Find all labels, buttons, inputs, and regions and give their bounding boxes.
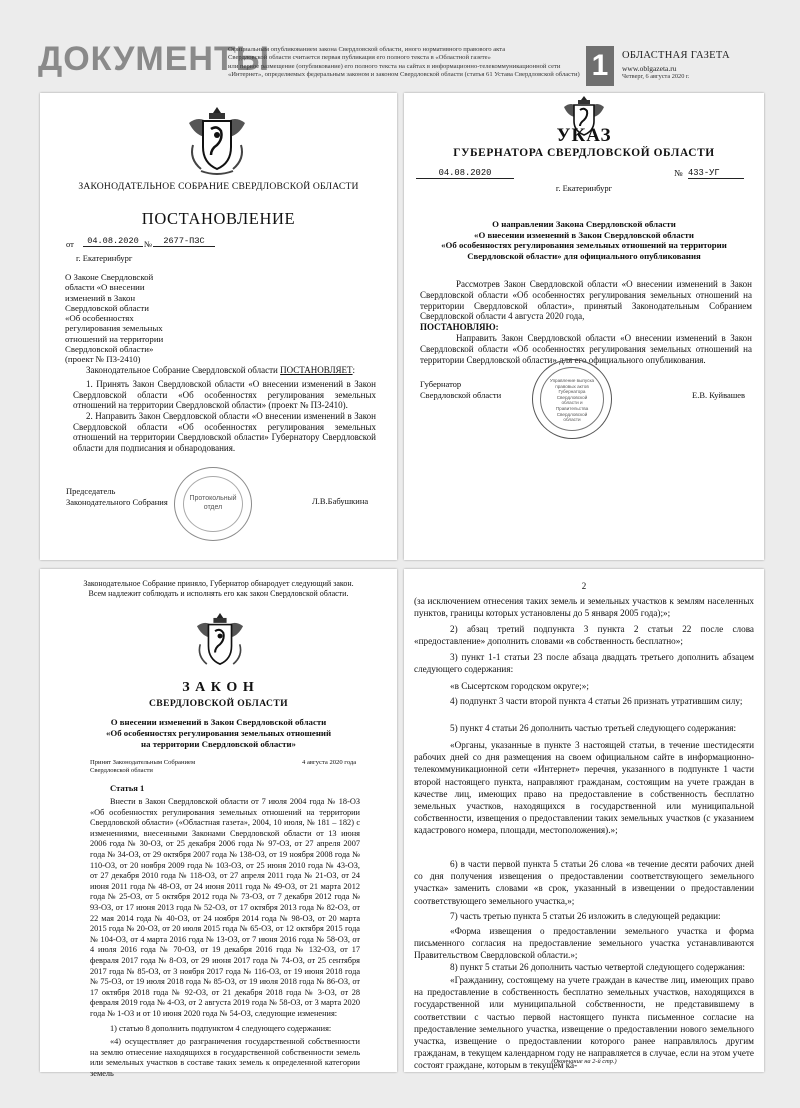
subject-line: (проект № ПЗ-2410) — [65, 354, 141, 365]
publication-note — [228, 46, 583, 80]
section-title: ДОКУМЕНТЫ — [38, 40, 271, 78]
resolution-item-1: 1. Принять Закон Свердловской области «О внесении изменений в Закон Свердловской области «Об особенностях регулирования земельных отношений на территории Свердловской области» (проект № ПЗ-2410). — [73, 379, 376, 411]
preamble-line: Законодательное Собрание приняло, Губернатор обнародует следующий закон. — [83, 579, 354, 588]
signer-title — [66, 486, 168, 507]
decree-city: г. Екатеринбург — [555, 183, 613, 193]
decree-date-value: 04.08.2020 — [416, 168, 514, 179]
law-paragraph: (за исключением отнесения таких земель и земельных участков к землям населенных пунктов, границы которых установлены до 5 января 2005 года);»; — [414, 596, 754, 619]
adopted-line: Принят Законодательным Собранием — [90, 759, 196, 766]
law-title: З А К О Н — [182, 680, 255, 695]
note-line: «Интернет», определяемых федеральным законом и законом Свердловской области (статья 61 Устава Свердловской области) — [228, 71, 580, 79]
subject-line: отношений на территории — [65, 333, 164, 344]
law-subtitle: СВЕРДЛОВСКОЙ ОБЛАСТИ — [148, 698, 289, 709]
issue-date: Четверг, 6 августа 2020 г. — [622, 73, 690, 80]
preamble-line: Всем надлежит соблюдать и исполнять его как закон Свердловской области. — [88, 589, 349, 599]
signer-name: Л.В.Бабушкина — [312, 496, 369, 506]
article-title: Статья 1 — [110, 783, 145, 793]
heading-line: О внесении изменений в Закон Свердловской области — [110, 717, 327, 727]
newspaper-name: ОБЛАСТНАЯ ГАЗЕТА — [622, 50, 730, 61]
org-title: ЗАКОНОДАТЕЛЬНОЕ СОБРАНИЕ СВЕРДЛОВСКОЙ ОБЛАСТИ — [78, 181, 359, 192]
newspaper-site: www.oblgazeta.ru — [622, 64, 677, 73]
signer-title-line: Председатель — [66, 486, 116, 496]
doc-type-title: ПОСТАНОВЛЕНИЕ — [141, 209, 296, 228]
intro-paragraph: Законодательное Собрание Свердловской области ПОСТАНОВЛЯЕТ: — [86, 365, 356, 375]
article-text: Внести в Закон Свердловской области от 7 июля 2004 года № 18-ОЗ «Об особенностях регулирования земельных отношений на территории Свердловской области» («Областная газета», 2004, 10 июля, № 181 – 182) с изменениями, внесенными Законами Свердловской области от 13 июня 2006 года № 30-ОЗ, от 25 декабря 2006 года № 97-ОЗ, от 27 апреля 2007 года № 34-ОЗ, от 29 октября 2007 года № 138-ОЗ, от 19 ноября 2008 года № 110-ОЗ, от 20 ноября 2009 года № 103-ОЗ, от 25 июня 2010 года № 43-ОЗ, от 27 декабря 2010 года № 118-ОЗ, от 27 апреля 2011 года № 21-ОЗ, от 24 июня 2011 года № 48-ОЗ, от 24 июня 2011 года № 49-ОЗ, от 21 марта 2012 года № 25-ОЗ, от 5 октября 2012 года № 73-ОЗ, от 7 декабря 2012 года № 93-ОЗ, от 17 июня 2013 года № 52-ОЗ, от 17 октября 2013 года № 82-ОЗ, от 22 мая 2014 года № 40-ОЗ, от 24 ноября 2014 года № 98-ОЗ, от 20 марта 2015 года № 20-ОЗ, от 20 июля 2015 года № 65-ОЗ, от 12 октября 2015 года № 104-ОЗ, от 4 марта 2016 года № 13-ОЗ, от 7 июня 2016 года № 58-ОЗ, от 4 июля 2016 года № 70-ОЗ, от 19 декабря 2016 года № 132-ОЗ, от 17 февраля 2017 года № 8-ОЗ, от 29 июня 2017 года № 74-ОЗ, от 25 сентября 2017 года № 85-ОЗ, от 3 ноября 2017 года № 116-ОЗ, от 19 июня 2018 года № 75-ОЗ, от 19 июля 2018 года № 85-ОЗ, от 19 июля 2018 года № 86-ОЗ, от 17 октября 2018 года № 92-ОЗ, от 21 декабря 2018 года № 3-ОЗ, от 28 февраля 2019 года № 4-ОЗ, от 2 августа 2019 года № 58-ОЗ, от 3 марта 2020 года № 1-ОЗ и от 10 июня 2020 года № 54-ОЗ, следующие изменения: — [90, 797, 360, 1018]
law-paragraph: «Органы, указанные в пункте 3 настоящей статьи, в течение шестидесяти рабочих дней со дня размещения на своем официальном сайте в информационно-телекоммуникационной сети «Интернет» перечня, указанного в подпункте 1 части второй настоящего пункта, направляют гражданам, состоящим на учете граждан в качестве лиц, имеющих право на предоставление в собственность бесплатно земельных участков, находящихся в государственной или муниципальной собственности, извещения о предоставлении таких земельных участков (с указанием кадастрового номера, площади, местоположения).»; — [414, 740, 754, 836]
decree-paragraph-1: Рассмотрев Закон Свердловской области «О внесении изменений в Закон Свердловской области «Об особенностях регулирования земельных отношений на территории Свердловской области», принятый Законодательным Собранием Свердловской области 4 августа 2020 года, — [420, 279, 752, 322]
subject-line: Свердловской области» — [65, 344, 154, 355]
subject-line: Свердловской области — [65, 302, 149, 313]
heading-line: Свердловской области» для официального опубликования — [467, 250, 701, 261]
adopted-info — [90, 759, 195, 775]
decree-heading — [404, 219, 764, 261]
adopted-date: 4 августа 2020 года — [302, 759, 357, 766]
stamp-line: Протокольный — [189, 495, 237, 502]
subject-line: изменений в Закон — [65, 292, 136, 303]
subject-block — [65, 272, 163, 365]
adopted-line: Свердловской области — [90, 767, 153, 774]
decree-number-label: № — [674, 168, 683, 178]
law-paragraph: 5) пункт 4 статьи 26 дополнить частью третьей следующего содержания: — [450, 723, 737, 733]
coat-of-arms-icon — [192, 611, 248, 671]
heading-line: «Об особенностях регулирования земельных отношений — [105, 728, 332, 738]
decree-title: УКАЗ — [556, 125, 612, 146]
coat-of-arms-icon — [183, 105, 251, 177]
number-value: 2677-ПЗС — [153, 236, 215, 247]
date-value: 04.08.2020 — [83, 236, 143, 247]
protocol-stamp — [174, 467, 252, 541]
law-preamble — [40, 579, 397, 600]
law-item-1: 1) статью 8 дополнить подпунктом 4 следующего содержания: — [110, 1024, 332, 1033]
decree-paragraph-2: Направить Закон Свердловской области «О внесении изменений в Закон Свердловской области «Об особенностях регулирования земельных отношений на территории Свердловской области» для его официального опубликования. — [420, 333, 752, 365]
signer-title-line: Губернатор — [420, 379, 462, 389]
newspaper-header — [0, 0, 800, 90]
law-paragraph: 8) пункт 5 статьи 26 дополнить частью четвертой следующего содержания: — [450, 962, 745, 972]
decree-document — [404, 93, 764, 560]
date-label: от — [66, 239, 74, 249]
resolution-document — [40, 93, 397, 560]
law-paragraph: 2) абзац третий подпункта 3 пункта 2 статьи 22 после слова «предоставление» дополнить словами «в собственность бесплатно»; — [414, 624, 754, 647]
signer-title-line: Свердловской области — [420, 389, 502, 400]
note-line: Официальным опубликованием закона Свердловской области, иного нормативного правового акта — [228, 46, 506, 53]
heading-line: «О внесении изменений в Закон Свердловской области — [474, 229, 694, 240]
law-page-number: 2 — [581, 581, 587, 591]
law-paragraph: «в Сысертском городском округе;»; — [450, 681, 589, 691]
intro-text: Законодательное Собрание Свердловской области — [86, 365, 278, 375]
decree-keyword: ПОСТАНОВЛЯЮ: — [420, 322, 499, 332]
subject-line: регулирования земельных — [65, 323, 163, 334]
law-paragraph: «Гражданину, состоящему на учете граждан в качестве лиц, имеющих право на предоставление в собственность бесплатно земельных участков, находящихся в государственной или муниципальной собственности, не представившему в соответствии с частью первой настоящего пункта письменное согласие на предоставление земельного участка, извещение о предоставлении нового земельного участка, извещение о предоставлении которого ранее направлялось другим гражданам, в текущем календарном году не направляется в случае, если на этом учете состоят граждане, которым в текущем ка- — [414, 975, 754, 1071]
law-paragraph: 4) подпункт 3 части второй пункта 4 статьи 26 признать утратившим силу; — [450, 696, 743, 706]
heading-line: на территории Свердловской области» — [141, 739, 296, 749]
number-label: № — [144, 239, 153, 249]
law-paragraph: «Форма извещения о предоставлении земельного участка и форма письменного согласия на предоставление земельного участка устанавливаются Правительством Свердловской области.»; — [414, 926, 754, 961]
stamp-line: отдел — [203, 504, 223, 511]
decree-signer-title — [420, 379, 501, 400]
decree-stamp — [532, 359, 612, 439]
heading-line: «Об особенностях регулирования земельных отношений на территории — [441, 240, 727, 251]
signer-title-line: Законодательного Собрания — [66, 496, 168, 507]
subject-line: О Законе Свердловской — [65, 272, 154, 282]
law-document — [40, 569, 397, 1078]
subject-line: области «О внесении — [65, 282, 145, 293]
decree-signer-name: Е.В. Куйвашев — [692, 390, 746, 400]
note-line: или первое размещение (опубликование) его полного текста на сайтах в информационно-телекоммуникационной сети — [228, 62, 561, 70]
subject-line: «Об особенностях — [65, 313, 134, 324]
law-paragraph: 7) часть третью пункта 5 статьи 26 изложить в следующей редакции: — [450, 911, 721, 921]
decree-number-value: 433-УГ — [688, 168, 744, 179]
stamp-text: Управление выпуска правовых актов Губернатора Свердловской области и Правительства Свердловской области — [549, 378, 595, 423]
city: г. Екатеринбург — [76, 253, 133, 263]
continuation-note: (Окончание на 2-й стр.) — [551, 1058, 617, 1065]
law-paragraph: 3) пункт 1-1 статьи 23 после абзаца двадцать третьего дополнить абзацем следующего содержания: — [414, 652, 754, 675]
note-line: Свердловской области считается первая публикация его полного текста в «Областной газете» — [228, 54, 491, 62]
law-page-2 — [404, 569, 764, 1072]
intro-keyword: ПОСТАНОВЛЯЕТ — [280, 365, 353, 375]
page-number: 1 — [586, 46, 614, 86]
law-heading — [40, 717, 397, 750]
heading-line: О направлении Закона Свердловской области — [492, 219, 676, 229]
decree-subtitle: ГУБЕРНАТОРА СВЕРДЛОВСКОЙ ОБЛАСТИ — [453, 147, 715, 159]
law-item-1-quote: «4) осуществляет до разграничения государственной собственности на землю отнесение находящихся в государственной собственности земель или земельных участков в составе таких земель к определенной категории земель — [90, 1037, 360, 1078]
law-paragraph: 6) в части первой пункта 5 статьи 26 слова «в течение десяти рабочих дней со дня получения извещения о предоставлении соответствующего земельного участка» заменить словами «в срок, указанный в извещении о предоставлении соответствующего земельного участка,»; — [414, 859, 754, 906]
resolution-item-2: 2. Направить Закон Свердловской области «О внесении изменений в Закон Свердловской области «Об особенностях регулирования земельных отношений на территории Свердловской области» Губернатору Свердловской области для подписания и обнародования. — [73, 411, 376, 453]
